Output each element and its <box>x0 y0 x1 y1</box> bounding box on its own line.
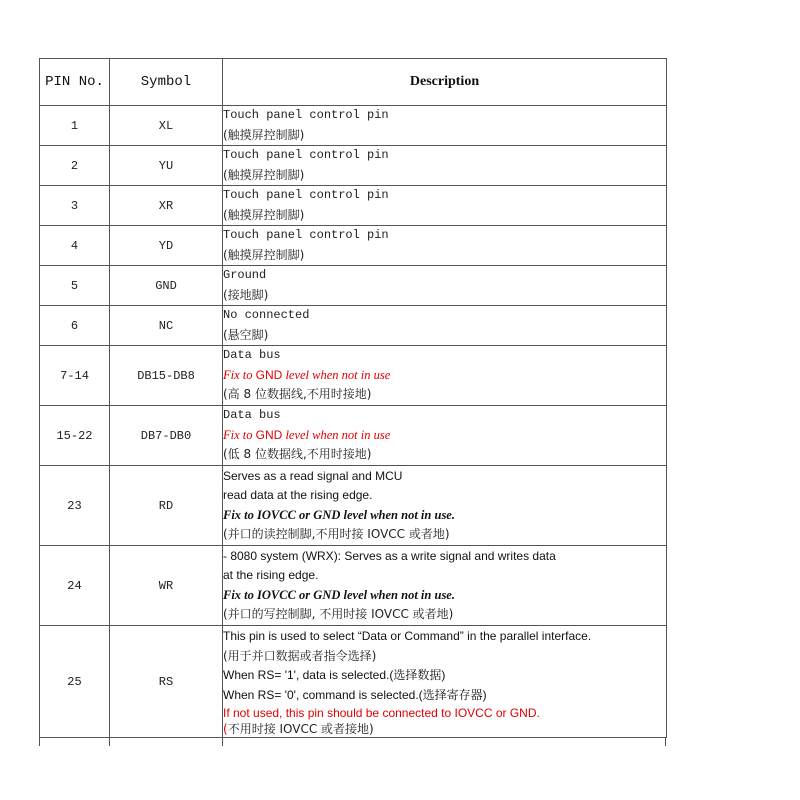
description-line-cn: (悬空脚) <box>223 327 269 342</box>
pin-symbol: RD <box>110 466 223 546</box>
description-line: - 8080 system (WRX): Serves as a write signal and writes data <box>223 548 556 563</box>
pin-number: 4 <box>40 226 110 266</box>
header-pin-no: PIN No. <box>40 59 110 106</box>
pin-description <box>223 466 667 546</box>
pin-description <box>223 266 667 306</box>
description-line: Touch panel control pin <box>223 148 389 162</box>
pin-number: 2 <box>40 146 110 186</box>
pin-description <box>223 146 667 186</box>
pin-description <box>223 626 667 738</box>
pin-symbol: DB7-DB0 <box>110 406 223 466</box>
description-line-cn: (触摸屏控制脚) <box>223 127 305 142</box>
table-header-row <box>40 59 667 106</box>
table-row <box>40 226 667 266</box>
table-row <box>40 406 667 466</box>
pin-number: 1 <box>40 106 110 146</box>
description-line: When RS= '0', command is selected.(选择寄存器) <box>223 687 487 702</box>
pin-number: 23 <box>40 466 110 546</box>
description-line: Data bus <box>223 348 281 363</box>
pin-symbol: WR <box>110 546 223 626</box>
description-line: Serves as a read signal and MCU <box>223 468 403 483</box>
description-line-cn: (触摸屏控制脚) <box>223 167 305 182</box>
table-row <box>40 546 667 626</box>
description-line: at the rising edge. <box>223 568 319 582</box>
description-line: When RS= '1', data is selected.(选择数据) <box>223 668 446 682</box>
pin-description <box>223 226 667 266</box>
pin-symbol: XL <box>110 106 223 146</box>
description-line-cn: (用于并口数据或者指令选择) <box>223 648 377 663</box>
table-row <box>40 306 667 346</box>
pin-symbol: NC <box>110 306 223 346</box>
description-line-cn: (不用时接 IOVCC 或者接地) <box>223 722 374 736</box>
pin-description <box>223 186 667 226</box>
description-line: Touch panel control pin <box>223 188 389 202</box>
pin-symbol: YU <box>110 146 223 186</box>
description-line-cn: (高 8 位数据线,不用时接地) <box>223 387 372 402</box>
description-line-bold: Fix to IOVCC or GND level when not in use. <box>223 587 455 602</box>
description-line: read data at the rising edge. <box>223 488 373 502</box>
description-line-cn: (触摸屏控制脚) <box>223 207 305 222</box>
description-line-cn: (并口的读控制脚,不用时接 IOVCC 或者地) <box>223 527 450 541</box>
description-line-warning: If not used, this pin should be connected to IOVCC or GND. <box>223 706 540 720</box>
pin-description <box>223 106 667 146</box>
description-line-cn: (低 8 位数据线,不用时接地) <box>223 447 372 462</box>
table-row <box>40 146 667 186</box>
description-line-cn: (触摸屏控制脚) <box>223 247 305 262</box>
description-line-warning: Fix to GND level when not in use <box>223 427 391 442</box>
description-line: This pin is used to select “Data or Command” in the parallel interface. <box>223 629 592 643</box>
description-line-cn: (接地脚) <box>223 287 269 302</box>
description-line: Ground <box>223 268 267 282</box>
column-divider <box>222 738 223 746</box>
column-divider <box>109 738 110 746</box>
pin-description <box>223 546 667 626</box>
pin-number: 25 <box>40 626 110 738</box>
pin-symbol: RS <box>110 626 223 738</box>
table-row <box>40 626 667 738</box>
pin-symbol: DB15-DB8 <box>110 346 223 406</box>
pin-number: 15-22 <box>40 406 110 466</box>
description-line: No connected <box>223 308 310 322</box>
pin-symbol: XR <box>110 186 223 226</box>
pin-symbol: GND <box>110 266 223 306</box>
next-row-cutoff <box>39 738 666 746</box>
pin-number: 3 <box>40 186 110 226</box>
pin-number: 24 <box>40 546 110 626</box>
pin-symbol: YD <box>110 226 223 266</box>
description-line-bold: Fix to IOVCC or GND level when not in use. <box>223 507 455 522</box>
description-line-cn: (并口的写控制脚, 不用时接 IOVCC 或者地) <box>223 607 454 621</box>
pin-number: 6 <box>40 306 110 346</box>
pin-number: 5 <box>40 266 110 306</box>
table-row <box>40 466 667 546</box>
table-row <box>40 346 667 406</box>
table-row <box>40 186 667 226</box>
description-line-warning: Fix to GND level when not in use <box>223 367 391 382</box>
table-row <box>40 266 667 306</box>
header-description: Description <box>223 59 667 106</box>
pin-description <box>223 406 667 466</box>
description-line: Data bus <box>223 408 281 423</box>
pin-description <box>223 346 667 406</box>
header-symbol: Symbol <box>110 59 223 106</box>
pin-description-table <box>39 58 667 738</box>
table-row <box>40 106 667 146</box>
pin-number: 7-14 <box>40 346 110 406</box>
description-line: Touch panel control pin <box>223 228 389 242</box>
description-line: Touch panel control pin <box>223 108 389 122</box>
pin-description <box>223 306 667 346</box>
